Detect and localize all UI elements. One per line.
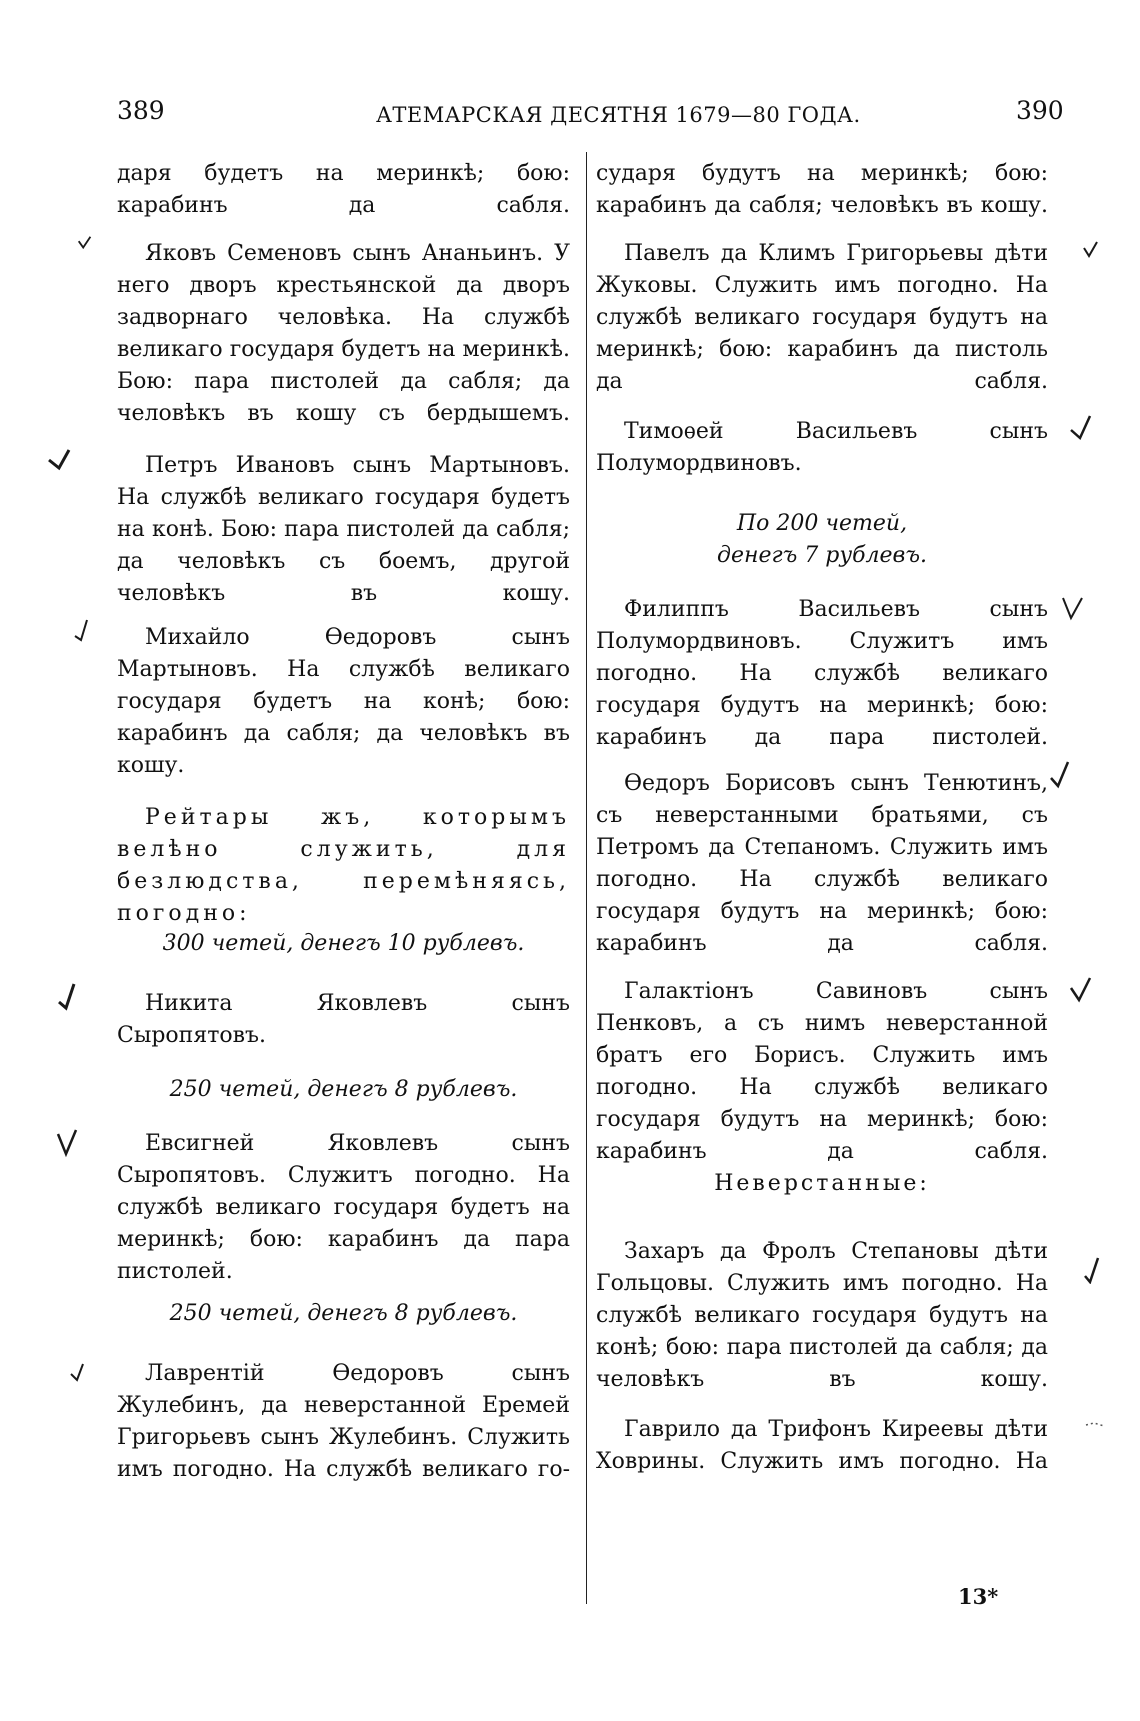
paragraph: Петръ Ивановъ сынъ Мартыновъ. На службѣ великаго государя будетъ на конѣ. Бою: пара пистолей да сабля; да человѣкъ съ боемъ, другой человѣкъ въ кошу.	[117, 453, 570, 606]
check-mark-icon	[54, 1128, 82, 1158]
check-mark-icon	[1082, 240, 1100, 260]
paragraph: сударя будутъ на меринкѣ; бою: карабинъ да сабля; человѣкъ въ кошу.	[596, 161, 1048, 218]
section-heading: 250 четей, денегъ 8 рублевъ.	[169, 1301, 518, 1326]
signature-mark: 13*	[958, 1584, 999, 1609]
paragraph: Галактіонъ Савиновъ сынъ Пенковъ, а съ нимъ неверстанной братъ его Борисъ. Служить имъ погодно. На службѣ великаго государя будутъ на меринкѣ; бою: карабинъ да сабля.	[596, 979, 1048, 1164]
section-heading: 300 четей, денегъ 10 рублевъ.	[162, 931, 525, 956]
ink-speck-icon	[1084, 1414, 1106, 1424]
paragraph: Филиппъ Васильевъ сынъ Полумордвиновъ. Служитъ имъ погодно. На службѣ великаго государя будутъ на меринкѣ; бою: карабинъ да пара пистолей.	[596, 597, 1048, 750]
check-mark-icon	[1082, 1256, 1102, 1284]
section-heading: 250 четей, денегъ 8 рублевъ.	[169, 1077, 518, 1102]
column-divider	[586, 152, 587, 1604]
page-number-left: 389	[117, 96, 165, 125]
running-title: АТЕМАРСКАЯ ДЕСЯТНЯ 1679—80 ГОДА.	[376, 103, 861, 127]
section-intro: Рейтары жъ, которымъ велѣно служить, для безлюдства, перемѣняясь, погодно:	[117, 805, 570, 926]
section-heading: Неверстанные:	[714, 1171, 930, 1196]
check-mark-icon	[72, 618, 92, 644]
check-mark-icon	[1060, 594, 1088, 624]
check-mark-icon	[1048, 760, 1076, 790]
check-mark-icon	[1068, 976, 1096, 1006]
section-heading: По 200 четей, денегъ 7 рублевъ.	[717, 511, 927, 568]
check-mark-icon	[46, 446, 74, 476]
paragraph: даря будетъ на меринкѣ; бою: карабинъ да сабля.	[117, 161, 570, 218]
paragraph: Тимоѳей Васильевъ сынъ Полумордвиновъ.	[596, 419, 1048, 476]
paragraph: Евсигней Яковлевъ сынъ Сыропятовъ. Служитъ погодно. На службѣ великаго государя будетъ на меринкѣ; бою: карабинъ да пара пистолей.	[117, 1131, 570, 1284]
check-mark-icon	[68, 1362, 88, 1384]
paragraph: Михайло Ѳедоровъ сынъ Мартыновъ. На службѣ великаго государя будетъ на конѣ; бою: карабинъ да сабля; да человѣкъ въ кошу.	[117, 625, 570, 778]
paragraph: Ѳедоръ Борисовъ сынъ Тенютинъ, съ неверстанными братьями, съ Петромъ да Степаномъ. Служить имъ погодно. На службѣ великаго государя будутъ на меринкѣ; бою: карабинъ да сабля.	[596, 771, 1048, 956]
paragraph: Павелъ да Климъ Григорьевы дѣти Жуковы. Служить имъ погодно. На службѣ великаго государя будутъ на меринкѣ; бою: карабинъ да пистоль да сабля.	[596, 241, 1048, 394]
check-mark-icon	[1068, 414, 1096, 444]
paragraph: Лаврентій Ѳедоровъ сынъ Жулебинъ, да неверстанной Еремей Григорьевъ сынъ Жулебинъ. Служить имъ погодно. На службѣ великаго го-	[117, 1361, 570, 1482]
page-number-right: 390	[1016, 96, 1064, 125]
paragraph: Никита Яковлевъ сынъ Сыропятовъ.	[117, 991, 570, 1048]
paragraph: Гаврило да Трифонъ Киреевы дѣти Ховрины. Служить имъ погодно. На	[596, 1417, 1048, 1474]
check-mark-icon	[76, 234, 94, 252]
paragraph: Захаръ да Фролъ Степановы дѣти Гольцовы. Служить имъ погодно. На службѣ великаго государя будутъ на конѣ; бою: пара пистолей да сабля; да человѣкъ въ кошу.	[596, 1239, 1048, 1392]
paragraph: Яковъ Семеновъ сынъ Ананьинъ. У него дворъ крестьянской да дворъ задворнаго человѣка. На службѣ великаго государя будетъ на меринкѣ. Бою: пара пистолей да сабля; да человѣкъ въ кошу съ бердышемъ.	[117, 241, 570, 426]
check-mark-icon	[54, 982, 82, 1012]
